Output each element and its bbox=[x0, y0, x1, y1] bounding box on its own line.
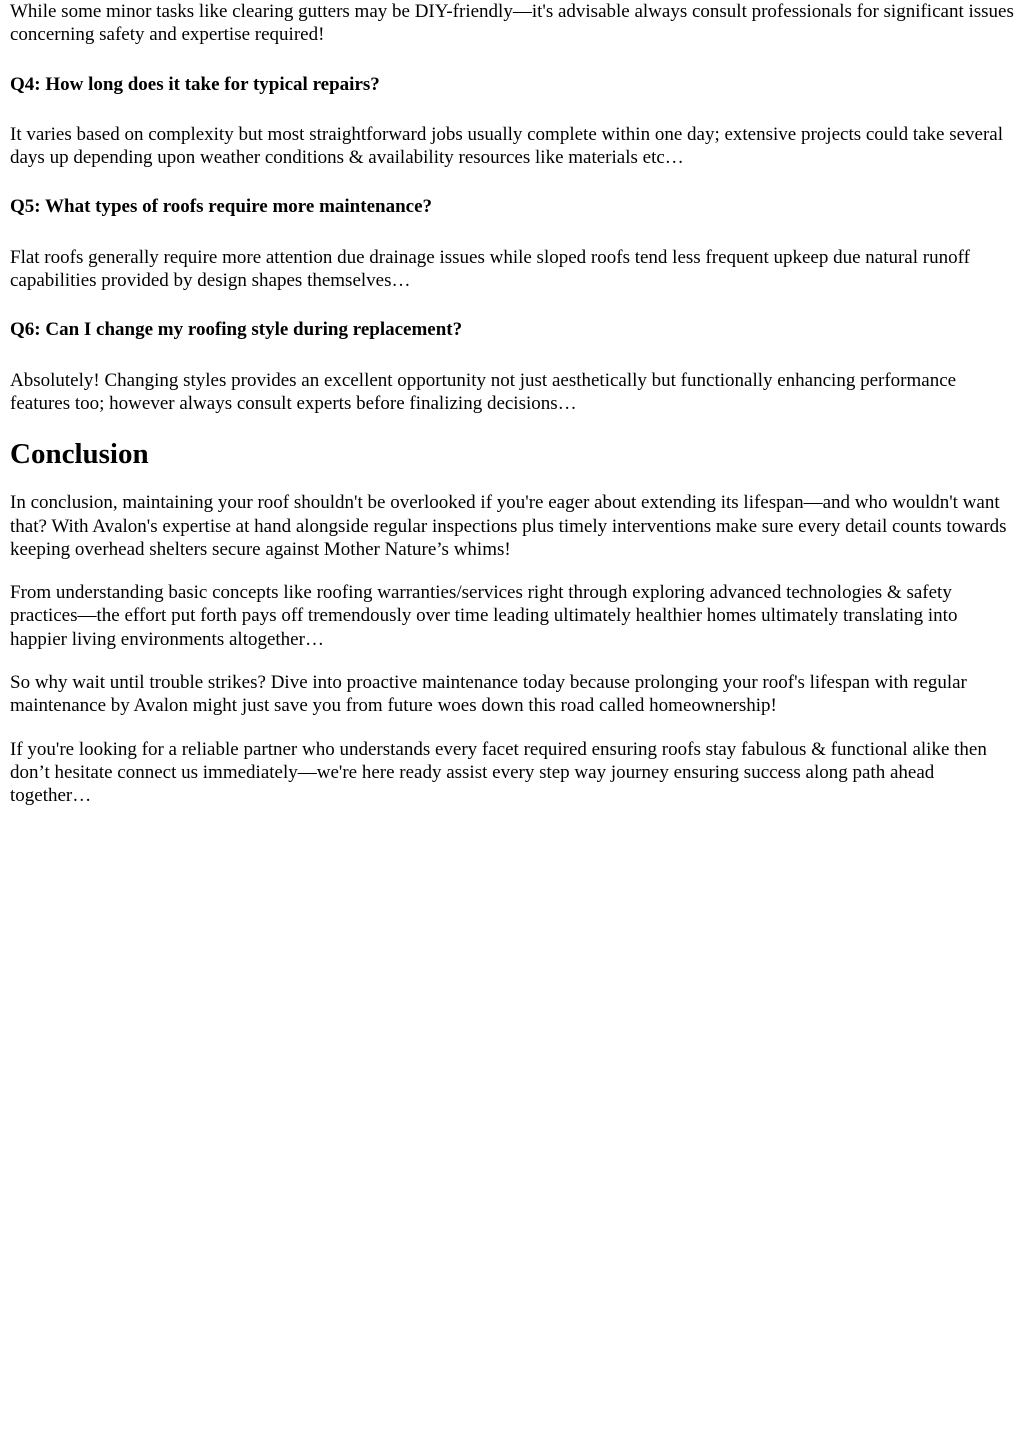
conclusion-paragraph-1: In conclusion, maintaining your roof shouldn't be overlooked if you're eager about extending its lifespan—and who wouldn't want that? With Avalon's expertise at hand alongside regular inspections plus timely interventions make sure every detail counts towards keeping overhead shelters secure against Mother Nature’s whims! bbox=[10, 492, 1007, 560]
faq-q5-answer: Flat roofs generally require more attention due drainage issues while sloped roofs tend less frequent upkeep due natural runoff capabilities provided by design shapes themselves… bbox=[10, 246, 970, 292]
faq-q3-answer: While some minor tasks like clearing gutters may be DIY-friendly—it's advisable always consult professionals for significant issues concerning safety and expertise required! bbox=[10, 1, 1014, 46]
conclusion-paragraph-3: So why wait until trouble strikes? Dive into proactive maintenance today because prolonging your roof's lifespan with regular maintenance by Avalon might just save you from future woes down this road called homeownership! bbox=[10, 672, 967, 717]
conclusion-paragraph-4: If you're looking for a reliable partner who understands every facet required ensuring roofs stay fabulous & functional alike then don’t hesitate connect us immediately—we're here ready assist every step way journey ensuring success along path ahead together… bbox=[10, 738, 987, 807]
faq-q6-answer: Absolutely! Changing styles provides an excellent opportunity not just aesthetically but functionally enhancing performance features too; however always consult experts before finalizing decisions… bbox=[10, 369, 957, 414]
conclusion-paragraph-2: From understanding basic concepts like roofing warranties/services right through exploring advanced technologies & safety practices—the effort put forth pays off tremendously over time leading ultimately healthier homes ultimately translating into happier living environments altogether… bbox=[10, 582, 958, 650]
faq-q5-question: Q5: What types of roofs require more maintenance? bbox=[10, 196, 433, 218]
conclusion-heading: Conclusion bbox=[10, 438, 149, 471]
faq-q6-question: Q6: Can I change my roofing style during replacement? bbox=[10, 319, 463, 341]
article-body bbox=[10, 0, 1014, 808]
faq-q4-question: Q4: How long does it take for typical repairs? bbox=[10, 73, 380, 95]
faq-q4-answer: It varies based on complexity but most straightforward jobs usually complete within one day; extensive projects could take several days up depending upon weather conditions & availability resources like materials etc… bbox=[10, 123, 1004, 169]
